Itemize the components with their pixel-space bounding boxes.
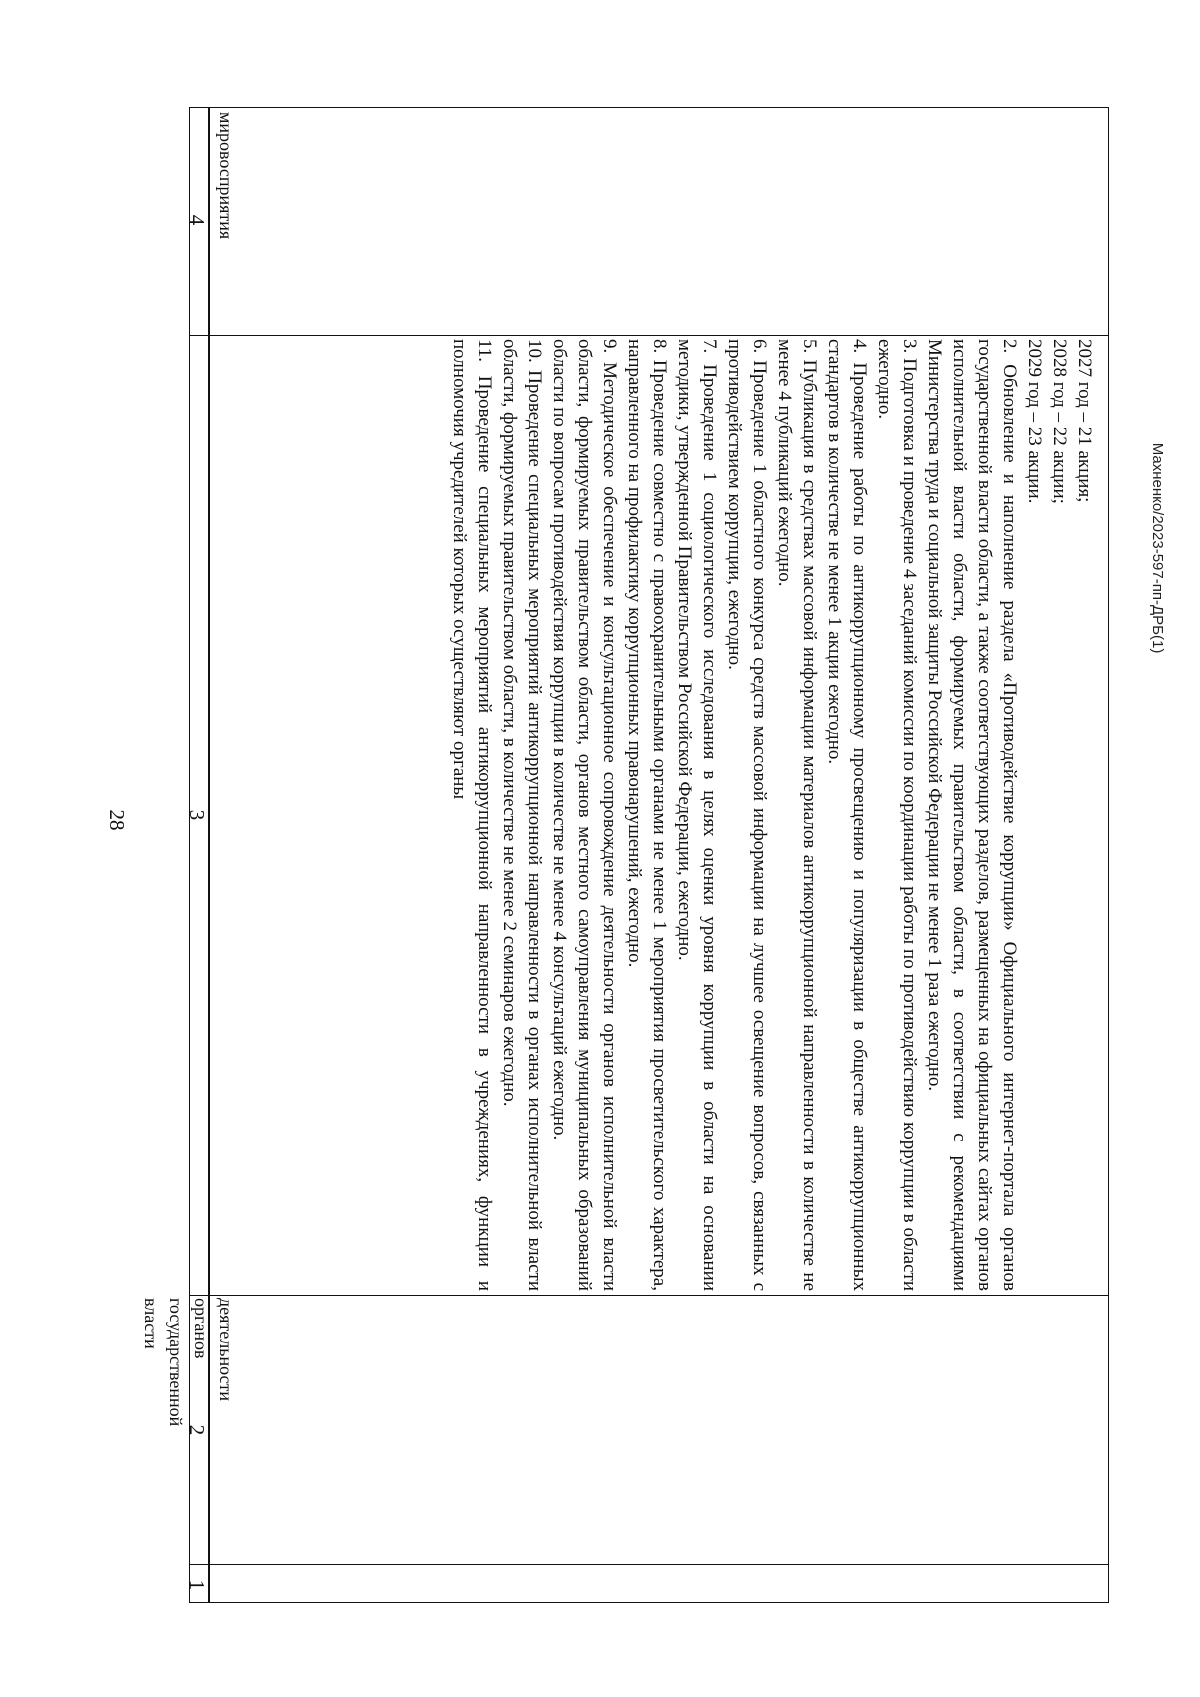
document-id-stamp: Махненко/2023-597-пп-ДРБ(1) [1149, 442, 1166, 654]
activity-line: 2028 год – 22 акции; [1049, 339, 1070, 504]
activity-item: 5. Публикация в средствах массовой информации материалов антикоррупционной направленности в количестве не менее 4 публикаций ежегодно. [774, 339, 820, 1291]
activity-item: 11. Проведение специальных мероприятий антикоррупционной направленности в учреждениях, функции и полномочия учредителей которых осуществляют органы [449, 339, 495, 1291]
header-col-2: 2 [185, 1424, 209, 1436]
activity-item: 4. Проведение работы по антикоррупционному просвещению и популяризации в обществе антикоррупционных стандартов в количестве не менее 1 акции ежегодно. [824, 339, 870, 1291]
cell-col-2: деятельности органов государственной власти [141, 1298, 236, 1427]
cell-col-3 [217, 339, 1097, 1291]
page-number: 28 [105, 809, 129, 831]
activity-item: 9. Методическое обеспечение и консультационное сопровождение деятельности органов исполнительной власти области, формируемых правительством области, органов местного самоуправления муниципальных образований области по вопросам противодействия коррупции в количестве не менее 4 консультаций ежегодно. [549, 339, 620, 1291]
header-col-1: 1 [185, 1579, 209, 1591]
activity-item: 2. Обновление и наполнение раздела «Противодействие коррупции» Официального интернет-портала органов государственной власти области, а также соответствующих разделов, размещенных на официальных сайтах органов исполнительной власти области, формируемых правительством области, в соответствии с рекомендациями Министерства труда и социальной защиты Российской Федерации не менее 1 раза ежегодно. [924, 339, 1020, 1291]
activity-item: 10. Проведение специальных мероприятий антикоррупционной направленности в органах исполнительной власти области, формируемых правительством области, в количестве не менее 2 семинаров ежегодно. [499, 339, 545, 1291]
activity-item: 8. Проведение совместно с правоохранительными органами не менее 1 мероприятия просветительского характера, направленного на профилактику коррупционных правонарушений, ежегодно. [624, 339, 670, 1291]
activity-line: 2029 год – 23 акции. [1024, 339, 1045, 504]
activity-item: 7. Проведение 1 социологического исследования в целях оценки уровня коррупции в области на основании методики, утвержденной Правительством Российской Федерации, ежегодно. [674, 339, 720, 1291]
cell-col-4: мировосприятия [216, 112, 236, 240]
header-col-3: 3 [185, 809, 209, 821]
activity-item: 6. Проведение 1 областного конкурса средств массовой информации на лучшее освещение вопросов, связанных с противодействием коррупции, ежегодно. [724, 339, 770, 1291]
activity-item: 3. Подготовка и проведение 4 заседаний комиссии по координации работы по противодействию коррупции в области ежегодно. [874, 339, 920, 1291]
activity-line: 2027 год – 21 акция; [1074, 339, 1095, 503]
header-col-4: 4 [185, 214, 209, 226]
